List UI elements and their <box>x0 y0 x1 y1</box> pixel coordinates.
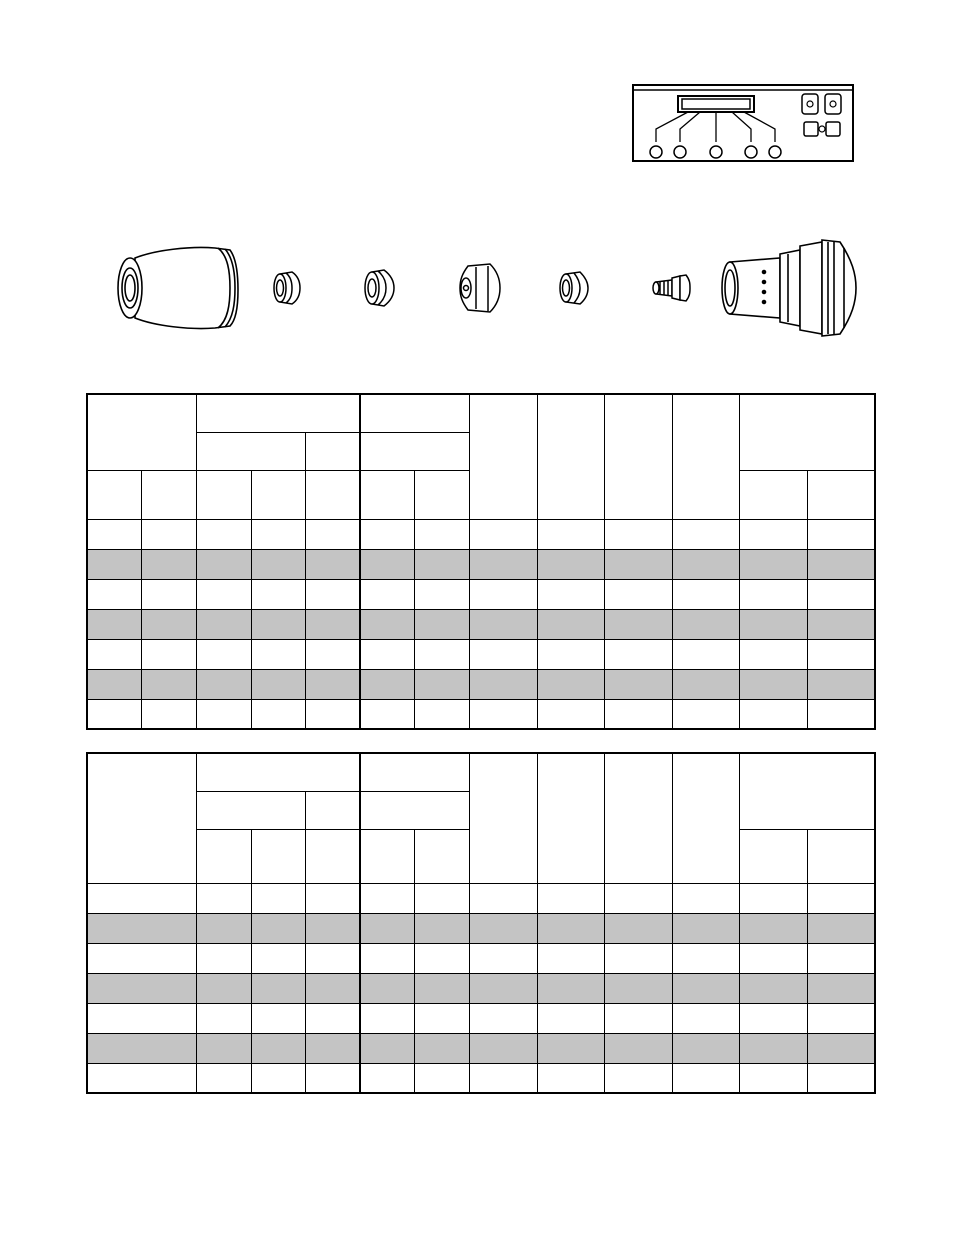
header-cell <box>305 791 360 829</box>
table-cell <box>360 639 414 669</box>
header-cell <box>740 394 875 470</box>
table-row <box>87 699 875 729</box>
table-cell <box>538 943 605 973</box>
table-cell <box>740 883 808 913</box>
table-cell <box>808 943 875 973</box>
table-cell <box>469 1033 537 1063</box>
table-cell <box>469 669 537 699</box>
table-cell <box>305 519 360 549</box>
header-cell <box>305 829 360 883</box>
table-cell <box>414 549 469 579</box>
table-cell <box>673 1033 740 1063</box>
table-cell <box>305 1063 360 1093</box>
table-row <box>87 913 875 943</box>
table-cell <box>360 579 414 609</box>
table-cell <box>196 669 251 699</box>
table-cell <box>414 669 469 699</box>
button-icon <box>825 94 841 114</box>
table-cell <box>141 609 196 639</box>
header-cell <box>196 829 251 883</box>
table-cell <box>414 1033 469 1063</box>
table-cell <box>87 549 141 579</box>
table-cell <box>251 579 305 609</box>
table-cell <box>305 883 360 913</box>
table-cell <box>469 639 537 669</box>
table-cell <box>196 609 251 639</box>
header-cell <box>196 791 305 829</box>
table-cell <box>360 1063 414 1093</box>
table-row <box>87 943 875 973</box>
table-cell <box>196 639 251 669</box>
table-cell <box>141 549 196 579</box>
swirl-ring-icon <box>365 270 394 306</box>
table-cell <box>87 669 141 699</box>
button-icon <box>802 94 818 114</box>
table-cell <box>673 973 740 1003</box>
table-cell <box>305 609 360 639</box>
table-cell <box>414 699 469 729</box>
table-cell <box>538 519 605 549</box>
control-panel-icon <box>632 84 854 162</box>
table-cell <box>605 609 673 639</box>
indicator-light-icon <box>769 146 781 158</box>
header-cell <box>305 470 360 519</box>
table-cell <box>469 579 537 609</box>
header-cell <box>360 394 469 432</box>
table-cell <box>673 639 740 669</box>
table-cell <box>808 1003 875 1033</box>
table-cell <box>808 1033 875 1063</box>
table-cell <box>251 1033 305 1063</box>
table-cell <box>469 913 537 943</box>
table-cell <box>87 639 141 669</box>
table-cell <box>360 883 414 913</box>
retaining-ring-icon <box>274 272 300 304</box>
table-cell <box>538 913 605 943</box>
table-cell <box>538 669 605 699</box>
table-cell <box>469 1063 537 1093</box>
table-cell <box>87 973 196 1003</box>
header-cell <box>414 829 469 883</box>
header-cell <box>141 470 196 519</box>
table-cell <box>538 699 605 729</box>
table-cell <box>808 519 875 549</box>
table-cell <box>673 883 740 913</box>
table-cell <box>808 639 875 669</box>
table-cell <box>360 1003 414 1033</box>
table-cell <box>673 1063 740 1093</box>
table-cell <box>673 943 740 973</box>
indicator-light-icon <box>710 146 722 158</box>
table-cell <box>141 579 196 609</box>
table-cell <box>605 519 673 549</box>
table-cell <box>196 1033 251 1063</box>
header-cell <box>469 394 537 519</box>
table-cell <box>305 639 360 669</box>
table-row <box>87 579 875 609</box>
table-cell <box>808 549 875 579</box>
header-cell <box>196 470 251 519</box>
table-cell <box>305 549 360 579</box>
table-cell <box>605 883 673 913</box>
table-cell <box>673 699 740 729</box>
header-cell <box>414 470 469 519</box>
table-cell <box>538 1003 605 1033</box>
table-cell <box>808 1063 875 1093</box>
indicator-light-icon <box>674 146 686 158</box>
table-cell <box>305 913 360 943</box>
table-row <box>87 883 875 913</box>
shield-icon <box>118 247 238 328</box>
table-cell <box>251 669 305 699</box>
table-cell <box>673 609 740 639</box>
table-cell <box>305 579 360 609</box>
header-cell <box>538 753 605 883</box>
table-cell <box>808 973 875 1003</box>
table-cell <box>141 669 196 699</box>
table-row <box>87 1063 875 1093</box>
electrode-icon <box>653 275 690 301</box>
header-cell <box>538 394 605 519</box>
table-cell <box>305 669 360 699</box>
table-cell <box>251 913 305 943</box>
header-cell <box>808 470 875 519</box>
table-cell <box>808 883 875 913</box>
table-cell <box>305 943 360 973</box>
table-cell <box>360 549 414 579</box>
table-cell <box>196 579 251 609</box>
table-cell <box>605 1003 673 1033</box>
header-cell <box>87 394 196 470</box>
table-cell <box>414 943 469 973</box>
table-cell <box>740 1033 808 1063</box>
header-cell <box>673 394 740 519</box>
table-cell <box>605 579 673 609</box>
table-cell <box>251 609 305 639</box>
table-cell <box>673 913 740 943</box>
header-cell <box>740 829 808 883</box>
table-cell <box>808 699 875 729</box>
table-cell <box>305 1003 360 1033</box>
table-cell <box>740 549 808 579</box>
header-cell <box>360 829 414 883</box>
table-cell <box>87 913 196 943</box>
table-cell <box>740 973 808 1003</box>
table-cell <box>673 579 740 609</box>
table-cell <box>605 669 673 699</box>
cut-chart-table-1 <box>86 393 876 730</box>
table-cell <box>538 639 605 669</box>
table-cell <box>808 579 875 609</box>
table-row <box>87 1003 875 1033</box>
table-cell <box>414 883 469 913</box>
table-cell <box>414 639 469 669</box>
table-cell <box>469 943 537 973</box>
table-cell <box>196 913 251 943</box>
table-cell <box>538 579 605 609</box>
header-cell <box>251 829 305 883</box>
table-cell <box>251 943 305 973</box>
header-cell <box>360 753 469 791</box>
table-row <box>87 639 875 669</box>
table-cell <box>305 699 360 729</box>
table-cell <box>360 609 414 639</box>
table-cell <box>87 699 141 729</box>
table-cell <box>196 943 251 973</box>
nozzle-icon <box>460 264 500 312</box>
table-cell <box>87 1033 196 1063</box>
table-cell <box>414 973 469 1003</box>
table-cell <box>251 519 305 549</box>
table-cell <box>605 913 673 943</box>
table-cell <box>251 549 305 579</box>
table-cell <box>538 609 605 639</box>
table-cell <box>740 609 808 639</box>
table-cell <box>196 1063 251 1093</box>
table-row <box>87 669 875 699</box>
table-cell <box>605 699 673 729</box>
table-cell <box>469 549 537 579</box>
table-row <box>87 519 875 549</box>
table-cell <box>414 1003 469 1033</box>
table-cell <box>87 519 141 549</box>
table-cell <box>414 913 469 943</box>
table-cell <box>469 699 537 729</box>
table-cell <box>740 669 808 699</box>
header-cell <box>360 470 414 519</box>
table-cell <box>360 519 414 549</box>
header-cell <box>360 791 469 829</box>
table-cell <box>673 669 740 699</box>
table-cell <box>740 1063 808 1093</box>
header-cell <box>605 753 673 883</box>
table-cell <box>808 669 875 699</box>
table-cell <box>196 883 251 913</box>
table-cell <box>251 639 305 669</box>
table-cell <box>605 1033 673 1063</box>
table-cell <box>360 943 414 973</box>
table-cell <box>196 549 251 579</box>
table-cell <box>538 883 605 913</box>
header-cell <box>808 829 875 883</box>
table-row <box>87 549 875 579</box>
table-cell <box>414 1063 469 1093</box>
table-cell <box>469 609 537 639</box>
table-cell <box>538 549 605 579</box>
table-row <box>87 609 875 639</box>
table-row <box>87 973 875 1003</box>
table-cell <box>87 1003 196 1033</box>
table-cell <box>196 699 251 729</box>
header-cell <box>87 470 141 519</box>
table-cell <box>87 579 141 609</box>
table-cell <box>605 973 673 1003</box>
table-cell <box>538 1033 605 1063</box>
table-cell <box>414 579 469 609</box>
table-cell <box>360 669 414 699</box>
table-cell <box>740 639 808 669</box>
indicator-light-icon <box>650 146 662 158</box>
table-cell <box>87 1063 196 1093</box>
display-window-icon <box>678 96 754 112</box>
table-cell <box>605 943 673 973</box>
table-cell <box>360 1033 414 1063</box>
header-cell <box>469 753 537 883</box>
table-cell <box>414 519 469 549</box>
table-cell <box>469 973 537 1003</box>
indicator-light-icon <box>745 146 757 158</box>
table-cell <box>360 973 414 1003</box>
table-cell <box>538 1063 605 1093</box>
table-cell <box>469 519 537 549</box>
parts-row <box>100 236 870 346</box>
table-cell <box>673 1003 740 1033</box>
table-cell <box>196 1003 251 1033</box>
table-cell <box>360 913 414 943</box>
table-cell <box>740 699 808 729</box>
header-cell <box>740 470 808 519</box>
table-cell <box>605 1063 673 1093</box>
table-cell <box>605 639 673 669</box>
table-cell <box>740 913 808 943</box>
table-cell <box>141 639 196 669</box>
table-cell <box>87 883 196 913</box>
table-cell <box>469 883 537 913</box>
table-cell <box>196 519 251 549</box>
cut-chart-table-2 <box>86 752 876 1094</box>
header-cell <box>605 394 673 519</box>
table-cell <box>196 973 251 1003</box>
table-cell <box>740 579 808 609</box>
table-row <box>87 1033 875 1063</box>
table-cell <box>808 609 875 639</box>
table-cell <box>673 519 740 549</box>
table-cell <box>251 973 305 1003</box>
table-cell <box>251 699 305 729</box>
table-cell <box>305 1033 360 1063</box>
table-cell <box>87 943 196 973</box>
table-cell <box>360 699 414 729</box>
table-cell <box>87 609 141 639</box>
table-cell <box>141 699 196 729</box>
header-cell <box>673 753 740 883</box>
table-cell <box>808 913 875 943</box>
header-cell <box>87 753 196 883</box>
table-cell <box>141 519 196 549</box>
table-cell <box>740 519 808 549</box>
header-cell <box>360 432 469 470</box>
table-cell <box>740 1003 808 1033</box>
header-cell <box>305 432 360 470</box>
header-cell <box>196 432 305 470</box>
table-cell <box>305 973 360 1003</box>
table-cell <box>251 1063 305 1093</box>
table-cell <box>740 943 808 973</box>
torch-head-icon <box>722 240 856 336</box>
header-cell <box>740 753 875 829</box>
table-cell <box>251 883 305 913</box>
table-cell <box>673 549 740 579</box>
table-cell <box>469 1003 537 1033</box>
header-cell <box>196 394 360 432</box>
table-cell <box>538 973 605 1003</box>
table-cell <box>605 549 673 579</box>
table-cell <box>414 609 469 639</box>
header-cell <box>196 753 360 791</box>
header-cell <box>251 470 305 519</box>
nozzle-cap-icon <box>560 272 588 304</box>
table-cell <box>251 1003 305 1033</box>
